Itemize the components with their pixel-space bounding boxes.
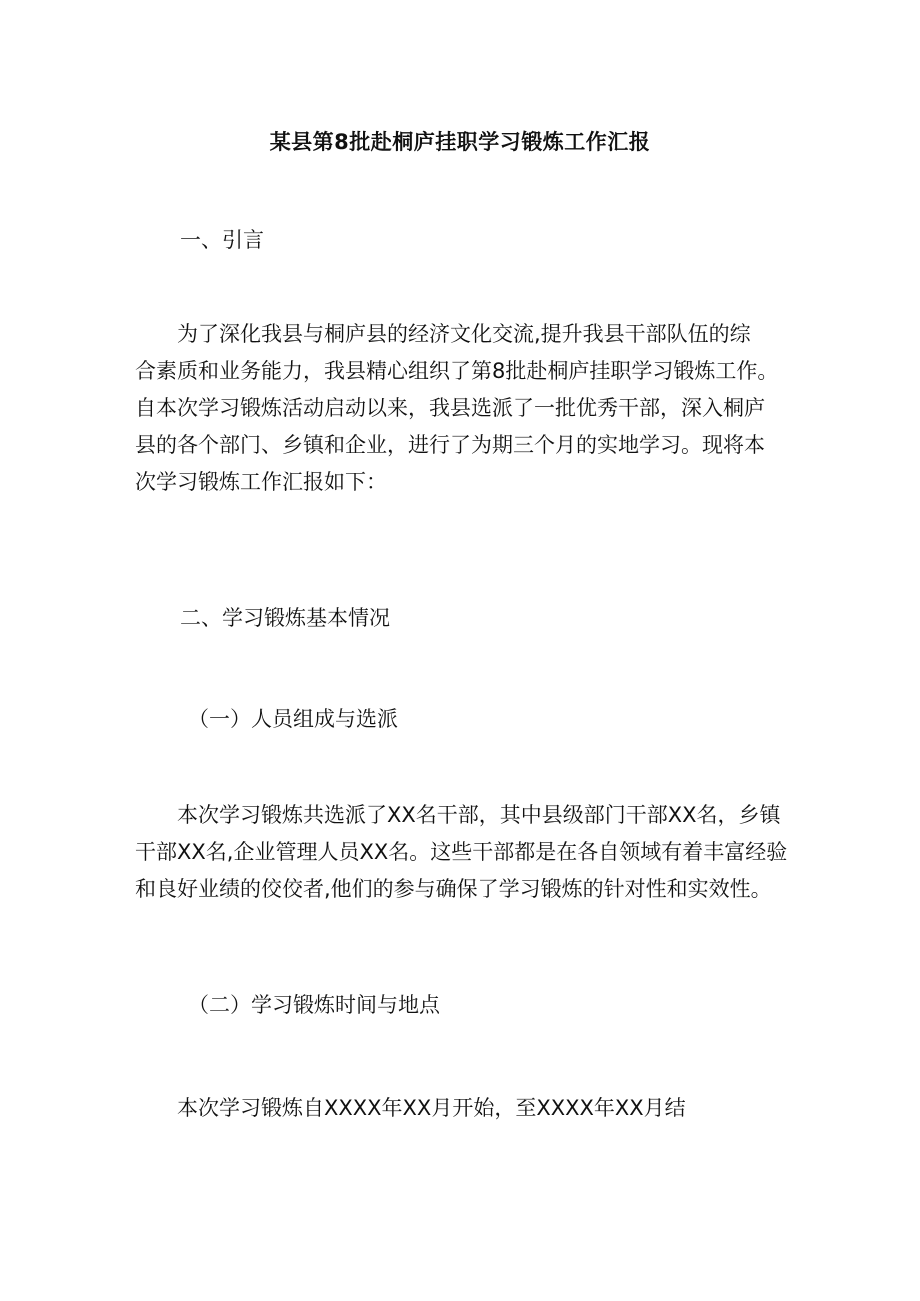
paragraph-personnel: [135, 797, 795, 908]
paragraph-line: 次学习锻炼工作汇报如下：: [135, 470, 387, 494]
paragraph-line: 自本次学习锻炼活动启动以来，我县选派了一批优秀干部，深入桐庐: [135, 396, 765, 420]
paragraph-time-location: [135, 1090, 795, 1127]
section-heading-introduction: 一、引言: [180, 228, 264, 252]
paragraph-line: 本次学习锻炼共选派了XX名干部，其中县级部门干部XX名，乡镇: [177, 803, 781, 827]
paragraph-line: 为了深化我县与桐庐县的经济文化交流,提升我县干部队伍的综: [177, 322, 751, 346]
paragraph-introduction: [135, 316, 795, 501]
paragraph-line: 和良好业绩的佼佼者,他们的参与确保了学习锻炼的针对性和实效性。: [135, 877, 772, 901]
subsection-heading-personnel: （一）人员组成与选派: [188, 707, 398, 731]
paragraph-line: 干部XX名,企业管理人员XX名。这些干部都是在各自领域有着丰富经验: [135, 840, 788, 864]
subsection-heading-time-location: （二）学习锻炼时间与地点: [188, 993, 440, 1017]
section-heading-basic-situation: 二、学习锻炼基本情况: [180, 606, 390, 630]
paragraph-line: 本次学习锻炼自XXXX年XX月开始，至XXXX年XX月结: [177, 1096, 686, 1120]
paragraph-line: 县的各个部门、乡镇和企业，进行了为期三个月的实地学习。现将本: [135, 433, 765, 457]
paragraph-line: 合素质和业务能力，我县精心组织了第8批赴桐庐挂职学习锻炼工作。: [135, 359, 779, 383]
document-title: 某县第8批赴桐庐挂职学习锻炼工作汇报: [269, 130, 651, 154]
